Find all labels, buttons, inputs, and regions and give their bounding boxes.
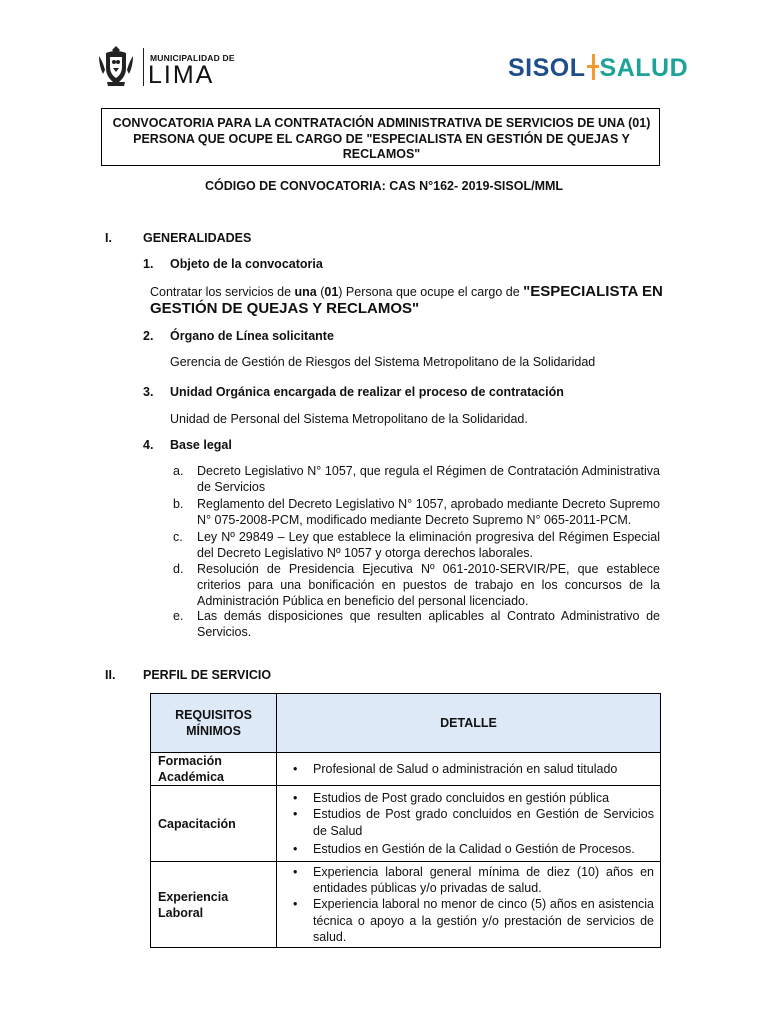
list-letter: b. [173, 497, 184, 511]
body-text: ) Persona que ocupe el cargo de [338, 285, 524, 299]
legal-basis-text: Las demás disposiciones que resulten aplicables al Contrato Administrativo de Servicios. [197, 609, 660, 640]
list-item [277, 864, 660, 896]
title-line: PERSONA QUE OCUPE EL CARGO DE "ESPECIALISTA EN GESTIÓN DE QUEJAS Y [133, 131, 630, 146]
table-header-row [151, 694, 661, 753]
table-row [151, 786, 661, 862]
list-item [277, 761, 660, 777]
requirement-text: Formación [158, 754, 222, 768]
table-row [151, 753, 661, 786]
title-box [101, 108, 660, 166]
salud-text: SALUD [599, 54, 689, 82]
document-title [102, 116, 661, 163]
requirement-text: Académica [158, 770, 225, 784]
position-name: "ESPECIALISTA EN [523, 283, 663, 300]
requirement-cell [151, 786, 277, 862]
bullet-icon: • [293, 864, 298, 879]
logo-divider [143, 48, 144, 86]
sisol-salud-logo [508, 52, 688, 84]
item-number: 2. [143, 329, 154, 343]
list-letter: c. [173, 530, 183, 544]
section-title: GENERALIDADES [143, 231, 252, 245]
body-text: ( [316, 285, 325, 299]
body-bold-text: una [294, 285, 317, 299]
table-row [151, 862, 661, 948]
lima-crest-icon [97, 44, 135, 88]
legal-basis-item [173, 529, 660, 561]
legal-basis-text: Ley Nº 29849 – Ley que establece la eliminación progresiva del Régimen Especial del Decreto Legislativo Nº 1057 y otorga derechos laborales. [197, 530, 660, 561]
detail-cell [277, 753, 661, 786]
position-name-continued: GESTIÓN DE QUEJAS Y RECLAMOS" [150, 300, 420, 317]
requirement-cell [151, 862, 277, 948]
list-item [277, 806, 660, 838]
body-bold-text: 01 [324, 285, 339, 299]
bullet-icon: • [293, 791, 298, 806]
item-number: 3. [143, 385, 154, 399]
requirement-cell [151, 753, 277, 786]
item-title: Órgano de Línea solicitante [170, 329, 334, 343]
detail-text: Estudios en Gestión de la Calidad o Gestión de Procesos. [313, 841, 635, 856]
item-title: Base legal [170, 438, 232, 452]
detail-text: Estudios de Post grado concluidos en Gestión de Servicios de Salud [313, 807, 654, 838]
item-body: Gerencia de Gestión de Riesgos del Sistema Metropolitano de la Solidaridad [170, 355, 596, 369]
bullet-icon: • [293, 897, 298, 912]
body-text: Contratar los servicios de [150, 285, 295, 299]
requirement-text: Laboral [158, 905, 204, 920]
legal-basis-item [173, 608, 660, 640]
requirement-text: Experiencia [158, 889, 229, 904]
column-header-detail: DETALLE [277, 694, 661, 753]
detail-text: Experiencia laboral no menor de cinco (5) años en asistencia técnica o apoyo a la gestión y/o prestación de servicios de salud. [313, 897, 654, 944]
list-letter: d. [173, 562, 184, 576]
list-letter: a. [173, 464, 184, 478]
title-line: RECLAMOS" [342, 147, 421, 161]
bullet-icon: • [293, 841, 298, 856]
list-item [277, 896, 660, 945]
sisol-text: SISOL [508, 54, 586, 82]
list-item [277, 790, 660, 806]
legal-basis-item [173, 561, 660, 610]
legal-basis-text: Decreto Legislativo N° 1057, que regula el Régimen de Contratación Administrativa de Servicios [197, 464, 660, 495]
detail-text: Experiencia laboral general mínima de diez (10) años en entidades públicas y/o privadas de salud. [313, 864, 654, 896]
requirement-text: Capacitación [158, 816, 236, 831]
lima-logo-small-text: MUNICIPALIDAD DE [150, 53, 235, 63]
item-title: Unidad Orgánica encargada de realizar el proceso de contratación [170, 385, 564, 399]
list-item [277, 841, 660, 857]
lima-logo-big-text: LIMA [148, 61, 215, 89]
legal-basis-text: Reglamento del Decreto Legislativo N° 1057, aprobado mediante Decreto Supremo N° 075-2008-PCM, modificado mediante Decreto Supremo N° 065-2011-PCM. [197, 497, 660, 528]
item-number: 4. [143, 438, 154, 452]
call-code: CÓDIGO DE CONVOCATORIA: CAS N°162- 2019-SISOL/MML [204, 179, 564, 193]
list-letter: e. [173, 609, 184, 623]
plus-icon [587, 52, 599, 82]
column-header-requirements [151, 694, 277, 753]
section-title: PERFIL DE SERVICIO [143, 668, 272, 682]
header-text: REQUISITOS [175, 708, 252, 722]
title-line: CONVOCATORIA PARA LA CONTRATACIÓN ADMINISTRATIVA DE SERVICIOS DE UNA (01) [112, 116, 651, 130]
detail-cell [277, 862, 661, 948]
legal-basis-item [173, 496, 660, 528]
item-title: Objeto de la convocatoria [170, 257, 323, 271]
bullet-icon: • [293, 761, 298, 776]
item-number: 1. [143, 257, 154, 271]
lima-municipality-logo [97, 44, 237, 88]
detail-cell [277, 786, 661, 862]
legal-basis-item [173, 463, 660, 495]
bullet-icon: • [293, 807, 298, 822]
item-body: Unidad de Personal del Sistema Metropolitano de la Solidaridad. [170, 412, 528, 426]
detail-text: Estudios de Post grado concluidos en gestión pública [313, 791, 610, 806]
section-number: I. [105, 231, 112, 245]
service-profile-table [150, 693, 661, 948]
header-text: MÍNIMOS [186, 724, 241, 738]
item-body [150, 283, 663, 300]
legal-basis-text: Resolución de Presidencia Ejecutiva Nº 061-2010-SERVIR/PE, que establece criterios para una bonificación en puestos de trabajo en los concursos de la Administración Pública en beneficio del personal licenciado. [197, 562, 660, 609]
detail-text: Profesional de Salud o administración en salud titulado [313, 761, 618, 776]
section-number: II. [105, 668, 116, 682]
